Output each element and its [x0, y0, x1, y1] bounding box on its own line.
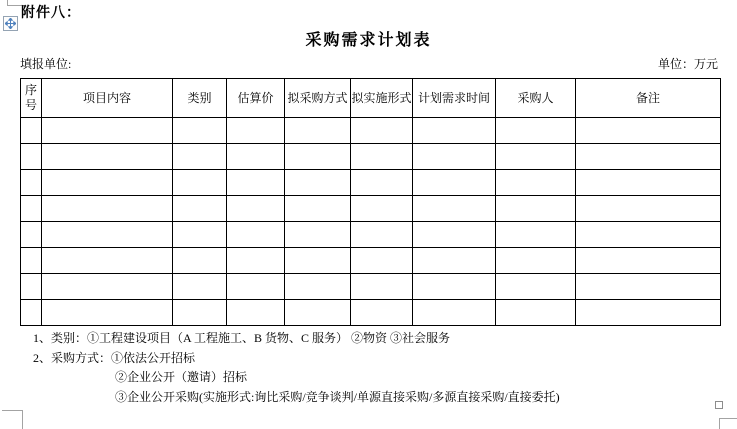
table-cell[interactable]: [413, 222, 496, 248]
table-cell[interactable]: [576, 196, 721, 222]
table-cell[interactable]: [285, 196, 351, 222]
unit-label: 单位：万元: [657, 57, 718, 71]
column-header-1: 序号: [21, 79, 42, 118]
column-header-7: 计划需求时间: [413, 79, 496, 118]
table-cell[interactable]: [351, 274, 413, 300]
table-cell[interactable]: [285, 144, 351, 170]
table-row: [21, 248, 721, 274]
table-resize-handle[interactable]: [715, 401, 723, 409]
table-cell[interactable]: [496, 274, 576, 300]
table-cell[interactable]: [173, 300, 227, 326]
table-cell[interactable]: [496, 248, 576, 274]
table-cell[interactable]: [285, 274, 351, 300]
procurement-plan-table: [20, 78, 721, 326]
table-cell[interactable]: [351, 144, 413, 170]
table-row: [21, 118, 721, 144]
note-line-3: ②企业公开（邀请）招标: [115, 370, 248, 384]
column-header-3: 类别: [173, 79, 227, 118]
table-cell[interactable]: [42, 118, 173, 144]
table-cell[interactable]: [42, 248, 173, 274]
table-cell[interactable]: [351, 300, 413, 326]
table-cell[interactable]: [413, 274, 496, 300]
table-cell[interactable]: [173, 248, 227, 274]
page-boundary-corner-bottom-left: [2, 410, 23, 429]
table-cell[interactable]: [42, 170, 173, 196]
column-header-9: 备注: [576, 79, 721, 118]
table-cell[interactable]: [227, 222, 285, 248]
table-cell[interactable]: [173, 170, 227, 196]
table-cell[interactable]: [351, 196, 413, 222]
table-cell[interactable]: [285, 222, 351, 248]
table-row: [21, 170, 721, 196]
table-cell[interactable]: [496, 144, 576, 170]
attachment-label: 附件八：: [21, 6, 81, 21]
table-cell[interactable]: [21, 196, 42, 222]
table-cell[interactable]: [227, 248, 285, 274]
table-cell[interactable]: [413, 196, 496, 222]
note-line-2: 2、采购方式：①依法公开招标: [33, 350, 196, 365]
table-row: [21, 196, 721, 222]
table-cell[interactable]: [21, 222, 42, 248]
table-cell[interactable]: [21, 170, 42, 196]
column-header-8: 采购人: [496, 79, 576, 118]
note-line-4: ③企业公开采购(实施形式:询比采购/竞争谈判/单源直接采购/多源直接采购/直接委托): [115, 389, 560, 404]
table-cell[interactable]: [351, 118, 413, 144]
table-cell[interactable]: [21, 144, 42, 170]
table-row: [21, 222, 721, 248]
table-cell[interactable]: [42, 274, 173, 300]
column-header-6: 拟实施形式: [351, 79, 413, 118]
table-cell[interactable]: [285, 300, 351, 326]
table-cell[interactable]: [413, 170, 496, 196]
table-cell[interactable]: [496, 118, 576, 144]
table-cell[interactable]: [285, 118, 351, 144]
table-cell[interactable]: [351, 170, 413, 196]
table-cell[interactable]: [576, 144, 721, 170]
notes-block: [33, 329, 560, 407]
table-row: [21, 274, 721, 300]
table-cell[interactable]: [413, 248, 496, 274]
table-cell[interactable]: [496, 196, 576, 222]
table-cell[interactable]: [173, 144, 227, 170]
table-cell[interactable]: [496, 300, 576, 326]
table-cell[interactable]: [285, 248, 351, 274]
page-boundary-corner-top-left: [7, 0, 22, 6]
table-cell[interactable]: [42, 300, 173, 326]
table-cell[interactable]: [351, 248, 413, 274]
table-cell[interactable]: [21, 248, 42, 274]
table-cell[interactable]: [576, 222, 721, 248]
table-cell[interactable]: [576, 248, 721, 274]
table-row: [21, 144, 721, 170]
table-header-row: [21, 79, 721, 118]
table-cell[interactable]: [496, 222, 576, 248]
table-cell[interactable]: [351, 222, 413, 248]
table-cell[interactable]: [227, 196, 285, 222]
table-cell[interactable]: [413, 118, 496, 144]
table-cell[interactable]: [285, 170, 351, 196]
table-cell[interactable]: [576, 170, 721, 196]
table-cell[interactable]: [227, 300, 285, 326]
table-cell[interactable]: [496, 170, 576, 196]
table-cell[interactable]: [173, 274, 227, 300]
table-cell[interactable]: [413, 300, 496, 326]
page-boundary-corner-bottom-right: [719, 418, 737, 429]
column-header-2: 项目内容: [42, 79, 173, 118]
table-cell[interactable]: [21, 274, 42, 300]
table-cell[interactable]: [227, 144, 285, 170]
table-cell[interactable]: [42, 222, 173, 248]
table-cell[interactable]: [413, 144, 496, 170]
table-cell[interactable]: [173, 118, 227, 144]
table-cell[interactable]: [173, 196, 227, 222]
table-cell[interactable]: [21, 118, 42, 144]
fill-unit-label: 填报单位:: [20, 57, 72, 71]
table-cell[interactable]: [576, 300, 721, 326]
column-header-4: 估算价: [227, 79, 285, 118]
table-cell[interactable]: [227, 170, 285, 196]
table-cell[interactable]: [42, 144, 173, 170]
table-cell[interactable]: [42, 196, 173, 222]
column-header-5: 拟采购方式: [285, 79, 351, 118]
table-cell[interactable]: [227, 274, 285, 300]
page-title: 采购需求计划表: [305, 32, 432, 49]
table-cell[interactable]: [576, 118, 721, 144]
table-cell[interactable]: [576, 274, 721, 300]
table-cell[interactable]: [21, 300, 42, 326]
table-row: [21, 300, 721, 326]
note-line-1: 1、类别：①工程建设项目（A 工程施工、B 货物、C 服务） ②物资 ③社会服务: [33, 331, 451, 345]
table-cell[interactable]: [227, 118, 285, 144]
table-body: [21, 118, 721, 326]
table-cell[interactable]: [173, 222, 227, 248]
